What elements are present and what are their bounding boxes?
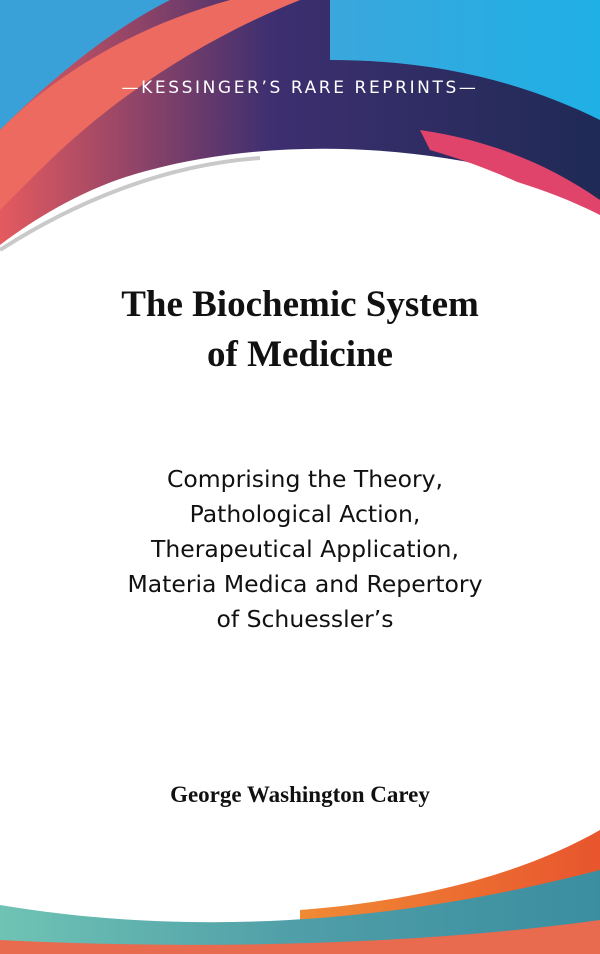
subtitle-line-3: Therapeutical Application, xyxy=(151,535,459,563)
book-title xyxy=(0,280,600,380)
book-author: George Washington Carey xyxy=(170,782,430,807)
title-line-1: The Biochemic System xyxy=(121,284,479,325)
publisher-banner: —KESSINGER’S RARE REPRINTS— xyxy=(121,78,479,98)
subtitle-line-5: of Schuessler’s xyxy=(216,605,394,633)
subtitle-line-4: Materia Medica and Repertory xyxy=(127,570,483,598)
subtitle-line-2: Pathological Action, xyxy=(189,500,421,528)
title-line-2: of Medicine xyxy=(207,334,393,375)
subtitle-line-1: Comprising the Theory, xyxy=(167,465,443,493)
book-subtitle xyxy=(40,462,570,637)
